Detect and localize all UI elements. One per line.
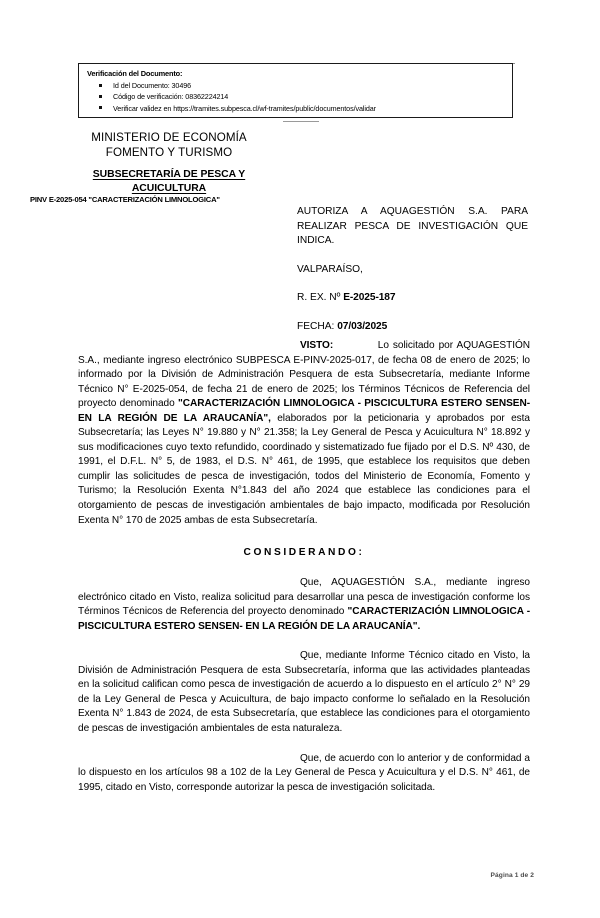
resolution-line (297, 291, 528, 306)
visto-label: VISTO: (300, 340, 334, 351)
paragraph-considerando-1 (78, 576, 530, 634)
list-item (87, 103, 512, 114)
document-verification-box (78, 63, 513, 118)
date-line (297, 320, 528, 335)
visto-text-b: elaborados por la peticionaria y aprobados por esta Subsecretaría; las Leyes N° 19.880 y N° 21.358; la Ley General de Pesca y Acuicultura N° 18.892 y sus modificaciones cuyo texto refundido, coordinado y sistematizado fue fijado por el D.S. Nº 430, de 1991, el D.F.L. N° 5, de 1983, el D.S. N° 461, de 1995, que establece los requisitos que deben cumplir las solicitudes de pesca de investigación, todos del Ministerio de Economía, Fomento y Turismo; la Resolución Exenta N°1.843 del año 2024 que establece las condiciones para el otorgamiento de pescas de investigación ambientales de bajo impacto, modificada por Resolución Exenta N° 170 de 2025 ambas de esta Subsecretaría. (78, 412, 530, 526)
paragraph-considerando-3 (78, 752, 530, 796)
subsecretaria-line-2: ACUICULTURA (131, 182, 207, 194)
verification-url: Verificar validez en https://tramites.subpesca.cl/wf-tramites/public/documentos/validar (113, 103, 376, 113)
list-item (87, 80, 512, 91)
visto-text-a: AQUAGESTIÓN S.A., mediante ingreso electrónico SUBPESCA E-PINV-2025-017, de fecha 08 de enero de 2025; lo informado por la División de Administración Pesquera de esta Subsecretaría, mediante Informe Técnico N° E-2025-054, de fecha 21 de enero de 2025; los Términos Técnicos de Referencia del proyecto denominado (78, 340, 530, 410)
visto-project-title: "CARACTERIZACIÓN LIMNOLOGICA - PISCICULTURA ESTERO SENSEN- EN LA REGIÓN DE LA ARAUCANÍA", (78, 398, 531, 424)
project-reference: PINV E-2025-054 "CARACTERIZACIÓN LIMNOLOGICA" (30, 195, 220, 204)
resolution-label: R. EX. Nº (297, 292, 344, 304)
scan-artifact-line-bottom (283, 121, 319, 122)
considerando-1-text: ingreso electrónico citado en Visto, realiza solicitud para desarrollar una pesca de investigación conforme los Términos Técnicos de Referencia del proyecto denominado (78, 577, 530, 618)
resolution-number: E-2025-187 (343, 292, 396, 304)
verification-document-id: Id del Documento: 30496 (113, 81, 192, 90)
paragraph-considerando-2 (78, 649, 530, 736)
page-footer: Página 1 de 2 (490, 872, 534, 879)
date-label: FECHA: (297, 320, 338, 332)
verification-code: Código de verificación: 08362224214 (113, 92, 229, 102)
document-subject: AUTORIZA A AQUAGESTIÓN S.A. PARA REALIZAR PESCA DE INVESTIGACIÓN QUE INDICA. (297, 206, 528, 247)
bullet-icon (99, 106, 102, 109)
ministry-line-2: FOMENTO Y TURISMO (105, 145, 233, 159)
considerando-2-lead: Que, mediante Informe Técnico citado (300, 650, 475, 662)
document-body (78, 339, 530, 805)
verification-title: Verificación del Documento: (87, 69, 183, 78)
bullet-icon (99, 95, 102, 98)
verification-list (87, 80, 512, 114)
considerando-3-lead: Que, de acuerdo con lo anterior y de (300, 752, 464, 764)
date-value: 07/03/2025 (337, 320, 388, 332)
considerando-1-project-title: "CARACTERIZACIÓN LIMNOLOGICA -PISCICULTURA ESTERO SENSEN- EN LA REGIÓN DE LA ARAUCANÍA". (78, 606, 531, 632)
considerando-3-text: conformidad a lo dispuesto en los artículos 98 a 102 de la Ley General de Pesca y Acuicultura y el D.S. N° 461, de 1995, citado en Visto, corresponde autorizar la pesca de investigación solicitada. (78, 752, 530, 793)
paragraph-visto (78, 339, 530, 528)
list-item (87, 91, 512, 102)
bullet-icon (99, 84, 102, 87)
ministry-line-1: MINISTERIO DE ECONOMÍA (91, 131, 247, 144)
document-place: VALPARAÍSO, (297, 263, 363, 275)
subsecretaria-heading (44, 168, 294, 195)
letterhead (30, 131, 294, 204)
considerando-1-lead: Que, AQUAGESTIÓN S.A., mediante (300, 577, 488, 589)
header-right-column (297, 205, 528, 335)
considerando-2-text: en Visto, la División de Administración Pesquera de esta Subsecretaría, informa que las actividades planteadas en la solicitud califican como pesca de investigación de acuerdo a lo dispuesto en el artículo 2° N° 29 de la Ley General de Pesca y Acuicultura, de bajo impacto conforme lo señalado en la Resolución Exenta N° 1.843 de 2024, de esta Subsecretaría, que establece las condiciones para el otorgamiento de pescas de investigación ambientales de esta naturaleza. (78, 650, 530, 735)
considerando-heading: CONSIDERANDO: (243, 547, 365, 559)
visto-lead: Lo solicitado por (377, 340, 454, 351)
subsecretaria-line-1: SUBSECRETARÍA DE PESCA Y (92, 169, 246, 180)
